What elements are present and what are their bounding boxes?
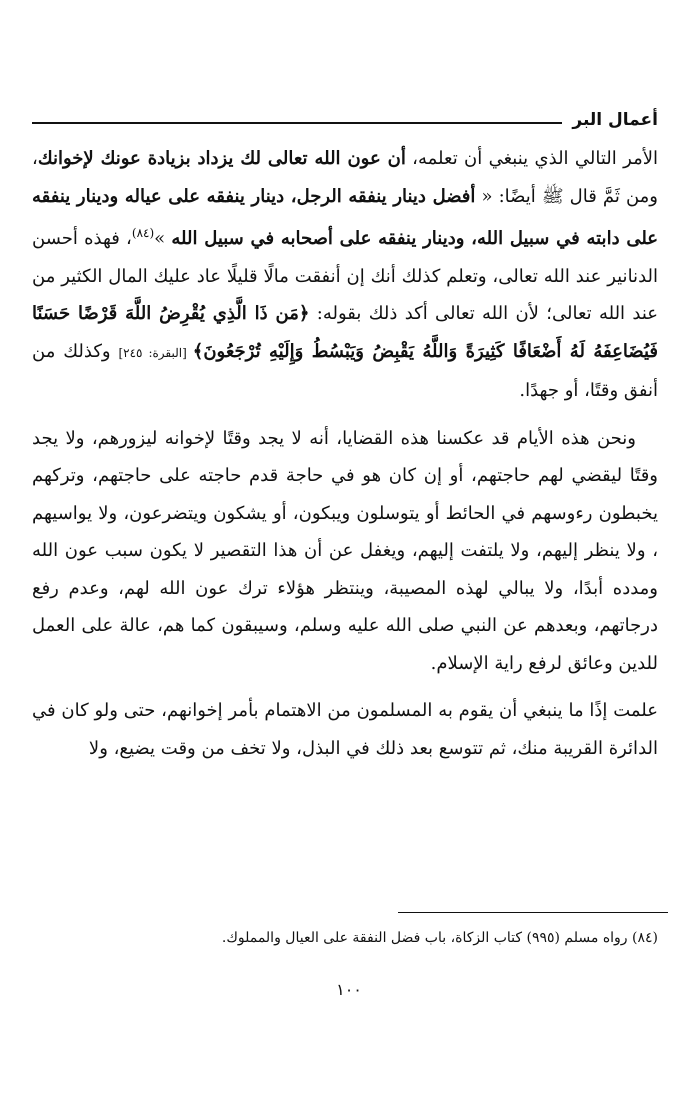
p1-text-3: » (154, 228, 172, 249)
footnote-text: (٨٤) رواه مسلم (٩٩٥) كتاب الزكاة، باب فضل النفقة على العيال والمملوك. (221, 930, 658, 946)
paragraph-1 (32, 140, 658, 410)
paragraph-2 (32, 420, 658, 683)
p1-text-5: وكذلك من أنفق وقتًا، أو جهدًا. (32, 340, 658, 401)
page-number: ١٠٠ (336, 980, 362, 999)
p1-text-1: الأمر التالي الذي ينبغي أن تعلمه، (405, 148, 658, 169)
p1-bold-statement: أن عون الله تعالى لك يزداد بزيادة عونك لإخوانك (37, 148, 406, 169)
running-header (32, 100, 658, 140)
header-rule (32, 122, 562, 124)
paragraph-3 (32, 692, 658, 767)
header-title: أعمال البر (572, 110, 658, 130)
p2-text: ونحن هذه الأيام قد عكسنا هذه القضايا، أنه لا يجد وقتًا لإخوانه ليزورهم، ولا يجد وقتًا ليقضي لهم حاجتهم، أو إن كان هو في حاجة قدم حاجته على حاجتهم، وتركهم يخبطون رءوسهم في الحائط أو يتوسلون ويبكون، أو يشكون ويتضرعون، ولا يواسيهم ، ولا ينظر إليهم، ولا يلتفت إليهم، ويغفل عن أن هذا التقصير لا يكون سبب عون الله ومدده أبدًا، ولا يبالي لهذه المصيبة، وينتظر هؤلاء ترك عون الله لهم، وعدم رفع درجاتهم، وبعدهم عن النبي صلى الله عليه وسلم، وسيبقون كما هم، عالة على العمل للدين وعائق لرفع راية الإسلام. (32, 427, 658, 674)
quran-verse: ﴿مَن ذَا الَّذِي يُقْرِضُ اللَّهَ قَرْضًا حَسَنًا فَيُضَاعِفَهُ لَهُ أَضْعَافًا كَثِيرَةً وَاللَّهُ يَقْبِضُ وَيَبْسُطُ وَإِلَيْهِ تُرْجَعُونَ﴾ (32, 303, 658, 362)
footnote-marker: (٨٤) (131, 226, 155, 240)
p1-text-2: ، ومن ثَمَّ قال ﷺ أيضًا: « (32, 148, 658, 207)
main-text (32, 140, 658, 767)
footnote-separator (398, 912, 668, 913)
verse-reference: [البقرة: ٢٤٥] (118, 345, 193, 360)
footnote (32, 926, 658, 950)
p1-text-4: ، فهذه أحسن الدنانير عند الله تعالى، وتعلم كذلك أنك إن أنفقت مالًا قليلًا عاد عليك المال الكثير من عند الله تعالى؛ لأن الله تعالى أكد ذلك بقوله: (32, 228, 658, 324)
p1-hadith: أفضل دينار ينفقه الرجل، دينار ينفقه على عياله ودينار ينفقه على دابته في سبيل الله، ودينار ينفقه على أصحابه في سبيل الله (32, 185, 659, 249)
p3-text: علمت إذًا ما ينبغي أن يقوم به المسلمون من الاهتمام بأمر إخوانهم، حتى ولو كان في الدائرة القريبة منك، ثم تتوسع بعد ذلك في البذل، ولا تخف من وقت يضيع، ولا (32, 700, 659, 759)
